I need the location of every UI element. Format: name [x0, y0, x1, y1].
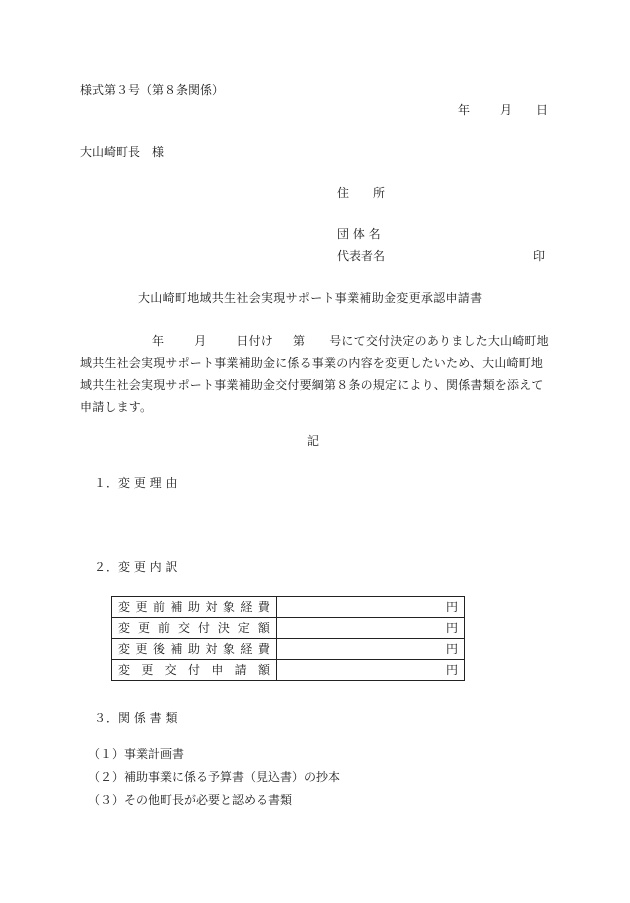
row-value-yen: 円 — [277, 639, 465, 660]
date-month-label: 月 — [500, 103, 513, 117]
row-label — [112, 639, 277, 660]
amounts-table — [111, 596, 465, 681]
row-label — [112, 660, 277, 681]
row-label — [112, 597, 277, 618]
label-char: 更 — [137, 621, 150, 635]
body-lead-line — [80, 330, 550, 352]
label-char: 前 — [152, 600, 165, 614]
label-char: 変 — [118, 600, 131, 614]
document-title: 大山崎町地域共生社会実現サポート事業補助金変更承認申請書 — [138, 291, 483, 305]
label-char: 額 — [257, 663, 270, 677]
document-list-item: （２）補助事業に係る予算書（見込書）の抄本 — [88, 770, 341, 784]
label-char: 変 — [118, 621, 131, 635]
lead-dated: 日付け — [236, 334, 274, 348]
label-char: 変 — [118, 663, 131, 677]
body-line: 申請します。 — [80, 400, 153, 414]
date-year-label: 年 — [458, 103, 471, 117]
label-char: 象 — [222, 642, 235, 656]
label-char: 交 — [177, 621, 190, 635]
label-char: 経 — [240, 600, 253, 614]
document-list-item: （１）事業計画書 — [88, 747, 185, 761]
row-value-yen: 円 — [277, 618, 465, 639]
label-char: 交 — [164, 663, 177, 677]
organization-label: 団 体 名 — [337, 227, 381, 241]
label-char: 付 — [187, 663, 200, 677]
document-list-item: （３）その他町長が必要と認める書類 — [88, 793, 293, 807]
table-row — [112, 597, 465, 618]
label-char: 対 — [205, 642, 218, 656]
lead-month: 月 — [194, 334, 207, 348]
body-line: 域共生社会実現サポート事業補助金交付要綱第８条の規定により、関係書類を添えて — [80, 378, 544, 392]
label-char: 補 — [170, 600, 183, 614]
form-number: 様式第３号（第８条関係） — [80, 83, 225, 97]
label-char: 申 — [211, 663, 224, 677]
section-related-documents: ３．関 係 書 類 — [94, 711, 178, 725]
date-day-label: 日 — [536, 103, 549, 117]
table-row — [112, 660, 465, 681]
label-char: 補 — [170, 642, 183, 656]
seal-mark: 印 — [533, 249, 546, 263]
lead-year: 年 — [152, 334, 165, 348]
label-char: 定 — [237, 621, 250, 635]
addressee: 大山崎町長 様 — [80, 145, 165, 159]
label-char: 前 — [157, 621, 170, 635]
row-value-yen: 円 — [277, 597, 465, 618]
label-char: 額 — [257, 621, 270, 635]
body-line: 域共生社会実現サポート事業補助金に係る事業の内容を変更したいため、大山崎町地 — [80, 356, 544, 370]
label-char: 決 — [217, 621, 230, 635]
label-char: 費 — [257, 600, 270, 614]
label-char: 更 — [135, 600, 148, 614]
label-char: 請 — [234, 663, 247, 677]
table-row — [112, 618, 465, 639]
ki-heading: 記 — [307, 434, 320, 448]
row-value-yen: 円 — [277, 660, 465, 681]
label-char: 費 — [257, 642, 270, 656]
label-char: 更 — [135, 642, 148, 656]
label-char: 付 — [197, 621, 210, 635]
table-row — [112, 639, 465, 660]
label-char: 助 — [187, 600, 200, 614]
section-change-reason: １．変 更 理 由 — [94, 476, 178, 490]
label-char: 象 — [222, 600, 235, 614]
row-label — [112, 618, 277, 639]
label-char: 更 — [141, 663, 154, 677]
section-change-breakdown: ２．変 更 内 訳 — [94, 560, 178, 574]
representative-label: 代表者名 — [337, 249, 386, 263]
lead-number-prefix: 第 — [293, 334, 306, 348]
label-char: 変 — [118, 642, 131, 656]
label-char: 対 — [205, 600, 218, 614]
address-label: 住 所 — [337, 186, 386, 200]
label-char: 経 — [240, 642, 253, 656]
label-char: 後 — [152, 642, 165, 656]
body-paragraph — [80, 330, 550, 418]
label-char: 助 — [187, 642, 200, 656]
lead-rest: 号にて交付決定のありました大山崎町地 — [329, 334, 549, 348]
